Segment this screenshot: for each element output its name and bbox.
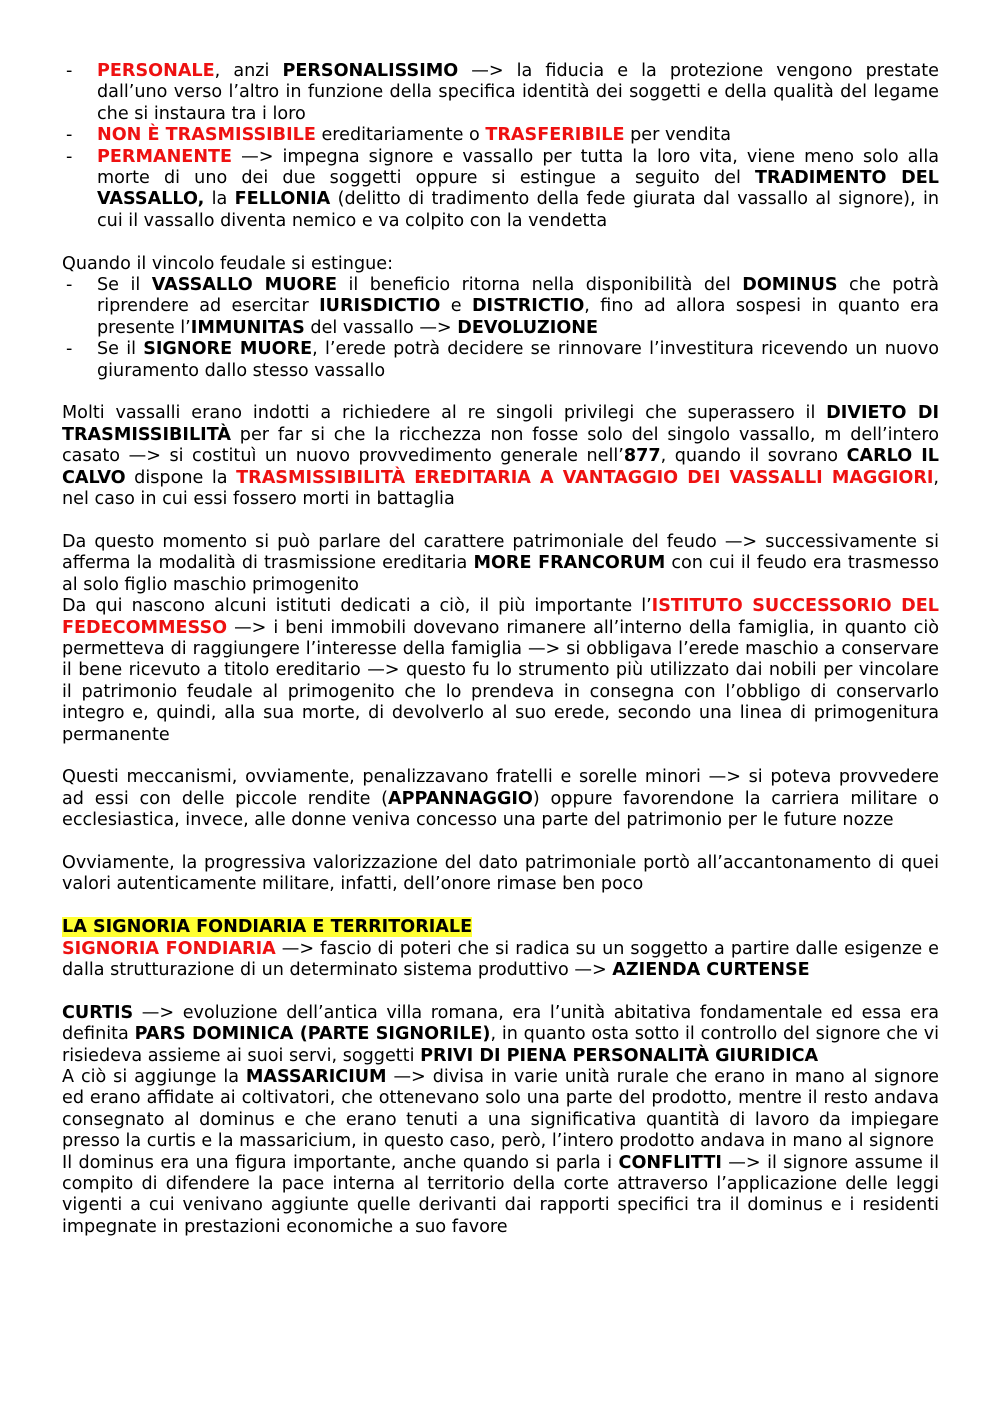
text-run: , fino ad allora sospesi in quanto era presente l’ <box>97 296 939 338</box>
text-run: dispone la <box>125 467 237 488</box>
document-page <box>62 61 939 1238</box>
text-run: Quando il vincolo feudale si estingue: <box>62 253 394 274</box>
text-run: Questi meccanismi, ovviamente, penalizzavano fratelli e sorelle minori —> si poteva provvedere ad essi con delle piccole rendite ( <box>62 767 939 809</box>
spacer <box>62 232 939 253</box>
emphasis-text: APPANNAGGIO <box>388 788 533 809</box>
text-run: —> impegna signore e vassallo per tutta la loro vita, viene meno solo alla morte di uno dei due soggetti oppure si estingue a seguito del <box>97 146 939 189</box>
spacer <box>62 382 939 403</box>
text-run: con cui il feudo era trasmesso al solo figlio maschio primogenito <box>62 553 940 595</box>
emphasis-text: FELLONIA <box>234 189 331 210</box>
text-run: —> i beni immobili dovevano rimanere all’interno della famiglia, in quanto ciò permetteva di raggiungere l’interesse della famiglia —> si obbligava l’erede maschio a conservare il bene ricevuto a titolo ereditario —> questo fu lo strumento più utilizzato dai nobili per vincolare il patrimonio feudale al primogenito che lo prendeva in consegna con l’obbligo di conservarlo integro e, quindi, alla sua morte, di devolverlo al suo erede, secondo una linea di primogenitura permanente <box>62 617 939 745</box>
emphasis-text: AZIENDA CURTENSE <box>612 959 810 980</box>
paragraph-massaricium <box>62 1067 939 1153</box>
emphasis-text: IURISDICTIO <box>319 296 441 317</box>
text-run: che potrà riprendere ad esercitar <box>97 275 939 317</box>
text-run: A ciò si aggiunge la <box>62 1066 246 1087</box>
section-title: LA SIGNORIA FONDIARIA E TERRITORIALE <box>62 917 473 938</box>
paragraph-meccanismi <box>62 767 939 831</box>
emphasis-text: DIVIETO DI TRASMISSIBILITÀ <box>62 403 939 445</box>
paragraph-molti-vassalli <box>62 403 939 510</box>
emphasis-text: TRADIMENTO DEL VASSALLO, <box>97 168 939 210</box>
list-item <box>62 147 939 233</box>
text-run: per vendita <box>624 125 732 146</box>
emphasis-text: NON È TRASMISSIBILE <box>97 125 316 146</box>
paragraph-istituti <box>62 596 939 746</box>
emphasis-text: MASSARICIUM <box>245 1066 387 1087</box>
emphasis-text: PRIVI DI PIENA PERSONALITÀ GIURIDICA <box>420 1045 819 1066</box>
text-run: , in quanto osta sotto il controllo del signore che vi risiedeva assieme ai suoi servi, soggetti <box>62 1024 939 1066</box>
text-run: —> fascio di poteri che si radica su un soggetto a partire dalle esigenze e dalla strutturazione di un determinato sistema produttivo —> <box>62 938 939 980</box>
emphasis-text: IMMUNITAS <box>190 317 305 338</box>
emphasis-text: DISTRICTIO <box>471 296 585 317</box>
emphasis-text: SIGNORE MUORE <box>143 339 313 360</box>
text-run: Da qui nascono alcuni istituti dedicati a ciò, il più importante l’ <box>62 596 652 617</box>
text-run: —> divisa in varie unità rurale che erano in mano al signore ed erano affidate ai coltivatori, che ottenevano solo una parte del prodotto, mentre il resto andava consegnato al dominus e che erano tenuti a una significativa quantità di lavoro da impiegare presso la curtis e la massaricium, in questo caso, però, l’intero prodotto andava in mano al signore <box>62 1066 939 1152</box>
emphasis-text: PERSONALE <box>97 61 215 81</box>
bullet-dash: - <box>66 125 73 146</box>
list-item <box>62 275 939 339</box>
text-run: , l’erede potrà decidere se rinnovare l’investitura ricevendo un nuovo giuramento dallo stesso vassallo <box>97 339 939 381</box>
emphasis-text: 877 <box>623 446 661 467</box>
text-run: Se il <box>97 339 144 360</box>
paragraph-da-questo-momento <box>62 532 939 596</box>
spacer <box>62 832 939 853</box>
emphasis-text: TRASFERIBILE <box>485 125 625 146</box>
emphasis-text: PERSONALISSIMO <box>282 61 459 81</box>
text-run: Il dominus era una figura importante, anche quando si parla i <box>62 1152 619 1173</box>
characteristics-list <box>62 61 939 232</box>
bullet-dash: - <box>66 61 73 81</box>
text-run: la <box>204 189 235 210</box>
text-run: Ovviamente, la progressiva valorizzazione del dato patrimoniale portò all’accantonamento di quei valori autenticamente militare, infatti, dell’onore rimase ben poco <box>62 852 939 895</box>
text-run: , quando il sovrano <box>660 446 847 467</box>
vincolo-intro <box>62 254 939 275</box>
emphasis-text: PARS DOMINICA (PARTE SIGNORILE) <box>134 1024 491 1045</box>
text-run: —> il signore assume il compito di difendere la pace interna al territorio della corte attraverso l’applicazione delle leggi vigenti a cui venivano aggiunte quelle derivanti dai rapporti specifici tra il dominus e i residenti impegnate in prestazioni economiche a suo favore <box>62 1152 939 1237</box>
text-run: Da questo momento si può parlare del carattere patrimoniale del feudo —> successivamente si afferma la modalità di trasmissione ereditaria <box>62 531 939 574</box>
emphasis-text: MORE FRANCORUM <box>473 553 666 574</box>
emphasis-text: CONFLITTI <box>618 1152 722 1173</box>
emphasis-text: PERMANENTE <box>97 146 233 167</box>
text-run: (delitto di tradimento della fede giurata dal vassallo al signore), in cui il vassallo diventa nemico e va colpito con la vendetta <box>97 189 939 231</box>
text-run: ereditariamente o <box>315 125 486 146</box>
text-run: ) oppure favorendone la carriera militare o ecclesiastica, invece, alle donne veniva concesso una parte del patrimonio per le future nozze <box>62 788 939 831</box>
paragraph-signoria-fondiaria <box>62 939 939 982</box>
text-run: —> la fiducia e la protezione vengono prestate dall’uno verso l’altro in funzione della specifica identità dei soggetti e della qualità del legame che si instaura tra i loro <box>97 61 939 124</box>
text-run: per far si che la ricchezza non fosse solo del singolo vassallo, m dell’intero casato —> si costituì un nuovo provvedimento generale nell’ <box>62 424 939 467</box>
paragraph-curtis <box>62 1003 939 1067</box>
text-run: , anzi <box>214 61 283 81</box>
list-item <box>62 61 939 125</box>
emphasis-text: CURTIS <box>62 1002 134 1023</box>
bullet-dash: - <box>66 146 73 167</box>
emphasis-text: CARLO IL CALVO <box>62 446 939 488</box>
text-run: del vassallo —> <box>304 317 458 338</box>
section-heading <box>62 917 939 938</box>
bullet-dash: - <box>66 339 73 360</box>
spacer <box>62 896 939 917</box>
text-run: Molti vassalli erano indotti a richiedere al re singoli privilegi che superassero il <box>62 403 827 424</box>
list-item <box>62 125 939 146</box>
estinzione-list <box>62 275 939 382</box>
spacer <box>62 746 939 767</box>
emphasis-text: DEVOLUZIONE <box>457 317 599 338</box>
emphasis-text: DOMINUS <box>742 275 838 296</box>
bullet-dash: - <box>66 275 73 296</box>
spacer <box>62 981 939 1002</box>
text-run: —> evoluzione dell’antica villa romana, era l’unità abitativa fondamentale ed essa era definita <box>62 1002 939 1045</box>
spacer <box>62 511 939 532</box>
text-run: e <box>440 296 472 317</box>
text-run: , nel caso in cui essi fossero morti in battaglia <box>62 467 940 510</box>
text-run: Se il <box>97 275 152 296</box>
paragraph-ovviamente <box>62 853 939 896</box>
text-run: il beneficio ritorna nella disponibilità del <box>337 275 743 296</box>
paragraph-dominus <box>62 1153 939 1239</box>
emphasis-text: ISTITUTO SUCCESSORIO DEL FEDECOMMESSO <box>62 596 939 638</box>
emphasis-text: SIGNORIA FONDIARIA <box>62 938 276 959</box>
list-item <box>62 339 939 382</box>
emphasis-text: VASSALLO MUORE <box>151 275 337 296</box>
emphasis-text: TRASMISSIBILITÀ EREDITARIA A VANTAGGIO DEI VASSALLI MAGGIORI <box>236 467 934 488</box>
